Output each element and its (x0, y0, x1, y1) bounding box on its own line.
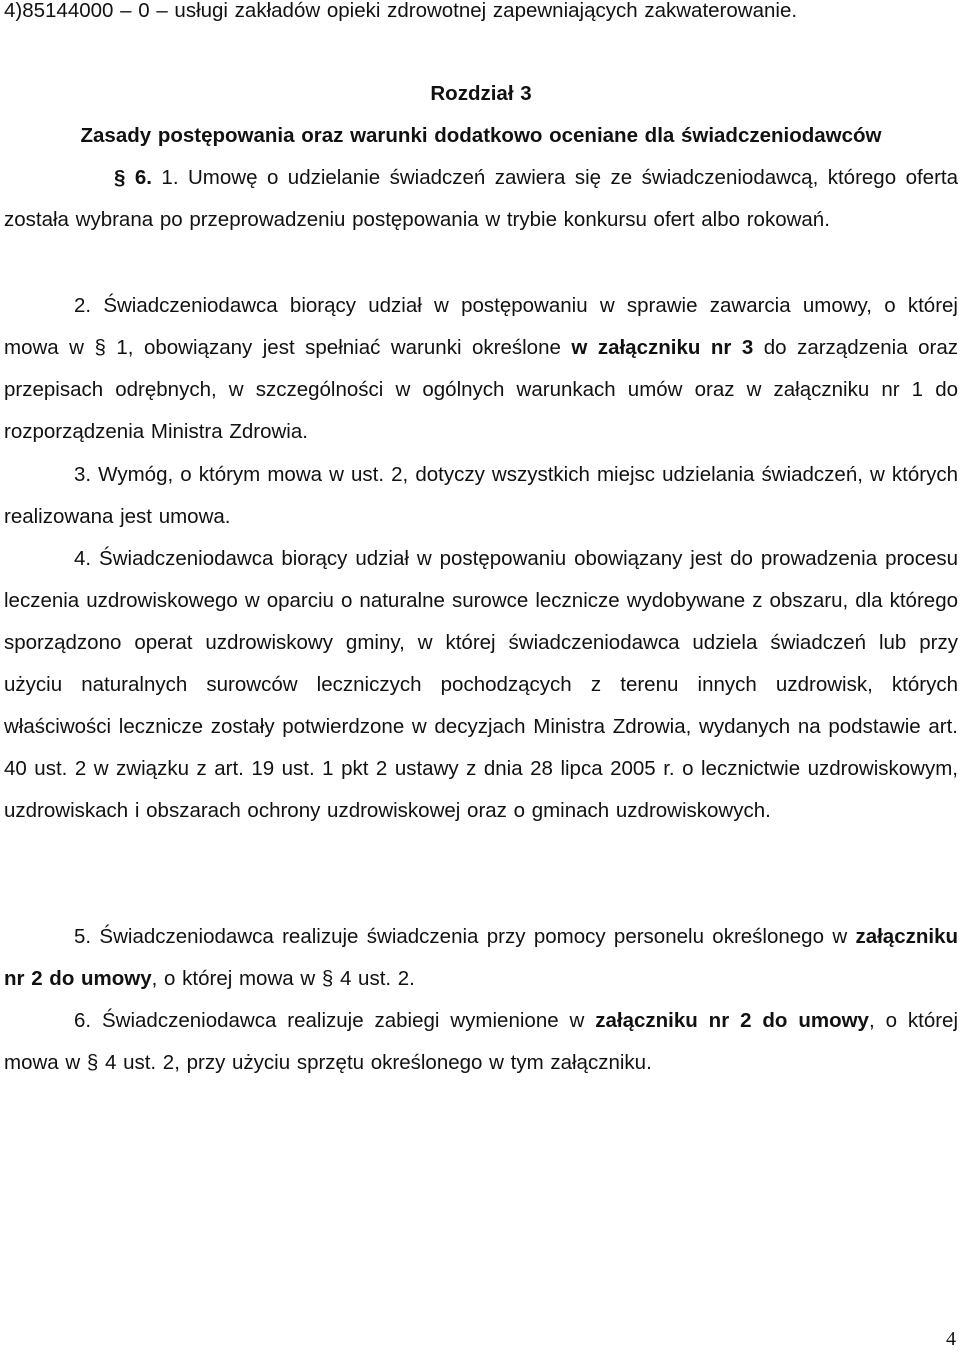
paragraph-6-4: 4. Świadczeniodawca biorący udział w postępowaniu obowiązany jest do prowadzenia procesu leczenia uzdrowiskowego w oparciu o naturalne surowce lecznicze wydobywane z obszaru, dla którego sporządzono operat uzdrowiskowy gminy, w której świadczeniodawca udziela świadczeń lub przy użyciu naturalnych surowców leczniczych pochodzących z terenu innych uzdrowisk, których właściwości lecznicze zostały potwierdzone w decyzjach Ministra Zdrowia, wydanych na podstawie art. 40 ust. 2 w związku z art. 19 ust. 1 pkt 2 ustawy z dnia 28 lipca 2005 r. o lecznictwie uzdrowiskowym, uzdrowiskach i obszarach ochrony uzdrowiskowej oraz o gminach uzdrowiskowych. (4, 547, 958, 822)
section-number: § 6. (114, 166, 152, 189)
paragraph-6-5 (4, 916, 958, 1000)
bold-reference: w załączniku nr 3 (571, 336, 754, 359)
paragraph-text: , o której mowa w § 4 ust. 2, przy użyciu sprzętu określonego w tym załączniku. (4, 1009, 959, 1074)
document-page (4, 0, 958, 1358)
paragraph-text: 1. Umowę o udzielanie świadczeń zawiera się ze świadczeniodawcą, którego oferta została wybrana po przeprowadzeniu postępowania w trybie konkursu ofert albo rokowań. (4, 166, 958, 231)
chapter-title: Rozdział 3 (430, 82, 532, 105)
paragraph-text: 5. Świadczeniodawca realizuje świadczenia przy pomocy personelu określonego w (74, 925, 856, 948)
bold-reference: załączniku nr 2 do umowy (4, 925, 958, 990)
paragraph-text: , o której mowa w § 4 ust. 2. (151, 967, 415, 990)
paragraph-6-1 (4, 157, 958, 241)
paragraph-6-2 (4, 285, 958, 453)
paragraph-6-6 (4, 1000, 958, 1084)
paragraph-6-3: 3. Wymóg, o którym mowa w ust. 2, dotyczy wszystkich miejsc udzielania świadczeń, w których realizowana jest umowa. (4, 463, 958, 528)
paragraph-text: do zarządzenia oraz przepisach odrębnych, w szczególności w ogólnych warunkach umów oraz w załączniku nr 1 do rozporządzenia Ministra Zdrowia. (4, 336, 958, 443)
list-item-cpv-code: 4)85144000 – 0 – usługi zakładów opieki zdrowotnej zapewniających zakwaterowanie. (4, 0, 798, 22)
chapter-subtitle: Zasady postępowania oraz warunki dodatkowo oceniane dla świadczeniodawców (80, 124, 882, 147)
bold-reference: załączniku nr 2 do umowy (595, 1009, 869, 1032)
paragraph-text: 2. Świadczeniodawca biorący udział w postępowaniu w sprawie zawarcia umowy, o której mowa w § 1, obowiązany jest spełniać warunki określone (4, 294, 958, 359)
paragraph-text: 6. Świadczeniodawca realizuje zabiegi wymienione w (74, 1009, 596, 1032)
page-number: 4 (946, 1328, 956, 1350)
